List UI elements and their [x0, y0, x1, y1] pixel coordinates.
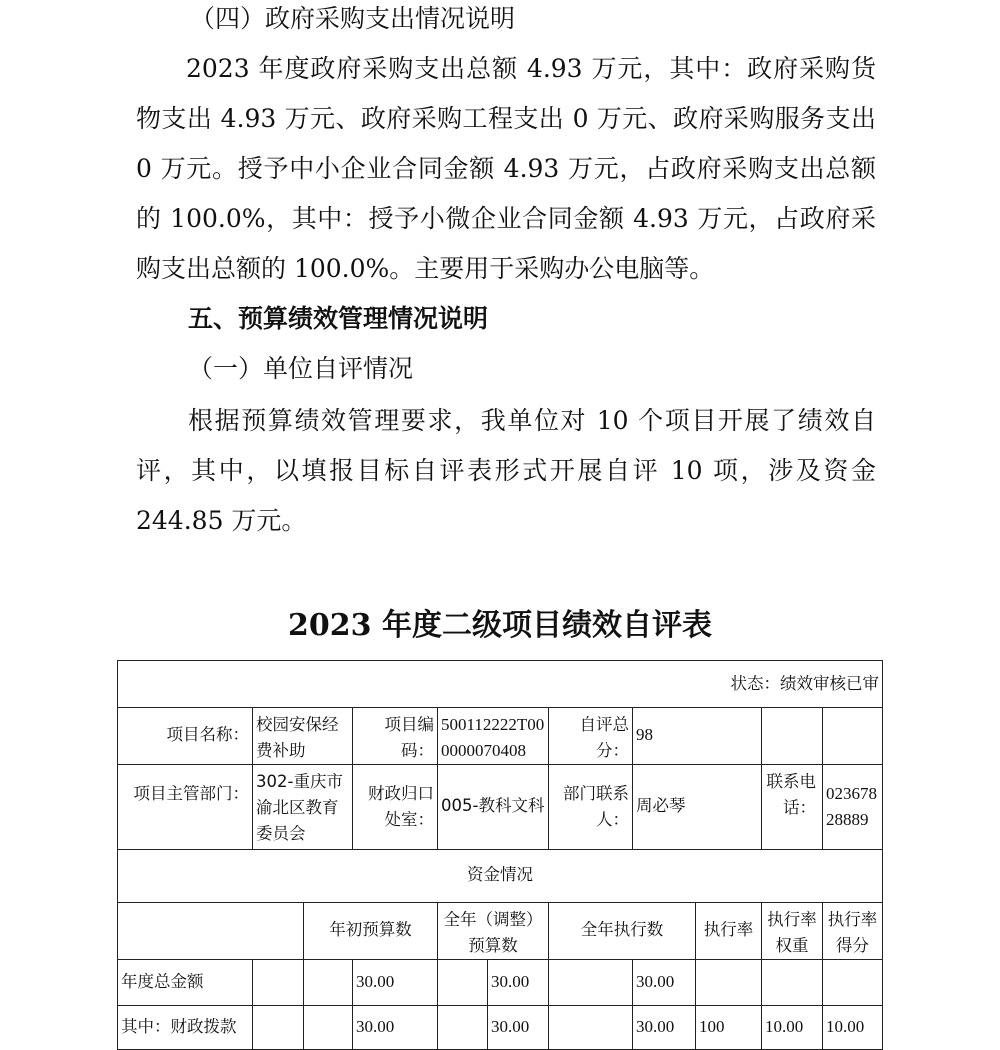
- row-label: 年度总金额: [117, 959, 253, 1006]
- status-cell: 状态：绩效审核已审: [117, 660, 883, 708]
- initial-value: 30.00: [352, 959, 438, 1006]
- col-rate-header: 执行率: [695, 902, 762, 960]
- row-label: 其中：财政拨款: [117, 1005, 253, 1050]
- col-score-header: 执行率得分: [822, 902, 883, 960]
- weight-value: [761, 959, 823, 1006]
- col-weight-header: 执行率权重: [761, 902, 823, 960]
- dept-label: 项目主管部门：: [117, 764, 253, 850]
- section-four-paragraph: 2023 年度政府采购支出总额 4.93 万元，其中：政府采购货物支出 4.93 万元、政府采购工程支出 0 万元、政府采购服务支出 0 万元。授予中小企业合同金额 4.93 万元，占政府采购支出总额的 100.0%，其中：授予小微企业合同金额 4.93 万元，占政府采购支出总额的 100.0%。主要用于采购办公电脑等。: [136, 54, 876, 283]
- empty-cell: [548, 959, 633, 1006]
- adjusted-value: 30.00: [487, 1005, 549, 1050]
- section-five-heading: 五、预算绩效管理情况说明: [188, 304, 489, 333]
- col-adjusted-header: 全年（调整）预算数: [437, 902, 549, 960]
- finance-label: 财政归口处室：: [352, 764, 438, 850]
- project-name-value: 校园安保经费补助: [252, 707, 353, 765]
- section-four-heading: （四）政府采购支出情况说明: [190, 4, 516, 33]
- executed-value: 30.00: [632, 1005, 696, 1050]
- empty-cell: [303, 1005, 353, 1050]
- rate-value: 100: [695, 1005, 762, 1050]
- section-five-subheading: （一）单位自评情况: [188, 354, 414, 383]
- project-name-label: 项目名称：: [117, 707, 253, 765]
- weight-value: 10.00: [761, 1005, 823, 1050]
- rate-value: [695, 959, 762, 1006]
- empty-cell: [548, 1005, 633, 1050]
- funds-header: 资金情况: [117, 849, 883, 903]
- contact-value: 周必琴: [632, 764, 762, 850]
- project-code-value: 500112222T000000070408: [437, 707, 549, 765]
- empty-cell: [437, 1005, 488, 1050]
- dept-value: 302-重庆市渝北区教育委员会: [252, 764, 353, 850]
- contact-label: 部门联系人：: [548, 764, 633, 850]
- phone-value: 02367828889: [822, 764, 883, 850]
- initial-value: 30.00: [352, 1005, 438, 1050]
- empty-cell: [437, 959, 488, 1006]
- empty-cell: [117, 902, 304, 960]
- table-title: 2023 年度二级项目绩效自评表: [288, 608, 712, 643]
- empty-cell: [252, 1005, 304, 1050]
- col-executed-header: 全年执行数: [548, 902, 696, 960]
- empty-cell: [303, 959, 353, 1006]
- score-value-cell: 10.00: [822, 1005, 883, 1050]
- score-value: 98: [632, 707, 762, 765]
- col-initial-header: 年初预算数: [303, 902, 438, 960]
- section-five-paragraph: 根据预算绩效管理要求，我单位对 10 个项目开展了绩效自评，其中，以填报目标自评表形式开展自评 10 项，涉及资金 244.85 万元。: [136, 406, 876, 535]
- adjusted-value: 30.00: [487, 959, 549, 1006]
- score-label: 自评总分：: [548, 707, 633, 765]
- phone-label: 联系电话：: [761, 764, 823, 850]
- score-value-cell: [822, 959, 883, 1006]
- project-code-label: 项目编码：: [352, 707, 438, 765]
- empty-cell: [252, 959, 304, 1006]
- empty-cell: [761, 707, 823, 765]
- finance-value: 005-教科文科: [437, 764, 549, 850]
- executed-value: 30.00: [632, 959, 696, 1006]
- empty-cell: [822, 707, 883, 765]
